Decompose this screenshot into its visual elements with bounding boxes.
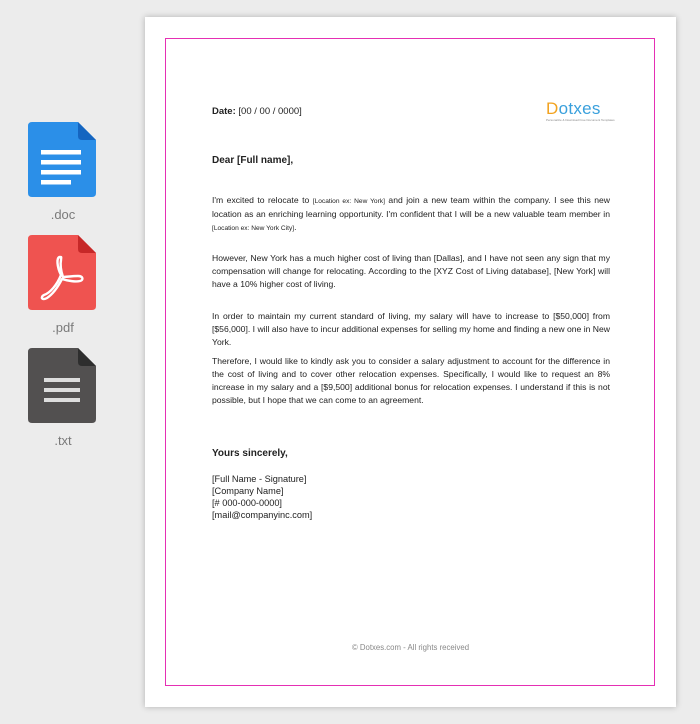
signature-name: [Full Name - Signature]: [212, 474, 307, 484]
closing: Yours sincerely,: [212, 448, 288, 459]
document-page: [145, 17, 676, 707]
p1-text-c: .: [294, 222, 297, 232]
dotxes-logo: [546, 100, 616, 122]
download-txt-button[interactable]: [28, 348, 98, 448]
date-label: Date:: [212, 106, 236, 117]
txt-label: .txt: [54, 433, 72, 448]
pdf-label: .pdf: [52, 320, 74, 335]
paragraph-3: In order to maintain my current standard of living, my salary will have to increase to [$50,000] from [$56,000]. I will also have to incur additional expenses for selling my home and finding a new one in New York.: [212, 311, 610, 347]
doc-file-icon: [28, 122, 96, 197]
doc-label: .doc: [50, 207, 76, 222]
p1-location-b: [Location ex: New York City]: [212, 225, 295, 232]
logo-first-letter: D: [546, 99, 559, 118]
page-footer: © Dotxes.com - All rights received: [351, 643, 470, 652]
logo-tagline: Personalize & Download Free Document Templates: [546, 118, 615, 122]
paragraph-1: [212, 194, 610, 235]
txt-file-icon: [28, 348, 96, 423]
signature-company: [Company Name]: [212, 486, 284, 496]
logo-rest: otxes: [558, 99, 601, 118]
download-pdf-button[interactable]: [28, 235, 98, 335]
pdf-file-icon: [28, 235, 96, 310]
date-line: [212, 105, 302, 118]
signature-block: [212, 473, 312, 521]
paragraph-4: Therefore, I would like to kindly ask you to consider a salary adjustment to account for the difference in the cost of living and to cover other relocation expenses. Specifically, I would like to request an 8% increase in my salary and a [$9,500] additional bonus for relocation expenses. I understand if this is not possible, but I hope that we can come to an agreement.: [212, 356, 610, 405]
greeting: Dear [Full name],: [212, 155, 294, 166]
download-doc-button[interactable]: [28, 122, 98, 222]
p1-location-a: [Location ex: New York]: [312, 198, 385, 205]
signature-email: [mail@companyinc.com]: [212, 510, 313, 520]
paragraph-2: However, New York has a much higher cost of living than [Dallas], and I have not seen any sign that my compensation will change for relocating. According to the [XYZ Cost of Living database], [New York] will have a 10% higher cost of living.: [212, 253, 610, 289]
date-value: [00 / 00 / 0000]: [235, 106, 302, 117]
signature-phone: [# 000-000-0000]: [212, 498, 282, 508]
p1-text-a: I'm excited to relocate to: [212, 195, 313, 205]
format-sidebar: [0, 0, 140, 724]
p1-text-b: and join a new team within the company. I see this new location as an enriching learning opportunity. I'm confident that I will be a new valuable team member in: [212, 195, 610, 219]
